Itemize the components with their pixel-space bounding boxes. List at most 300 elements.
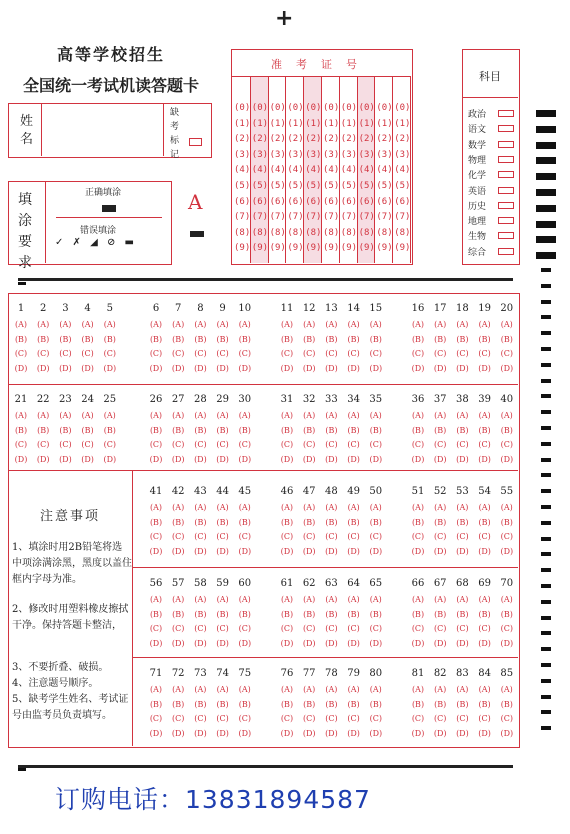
ticket-digit-bubble[interactable]: (1) <box>287 118 304 129</box>
subject-bubble[interactable] <box>498 125 514 132</box>
answer-bubble[interactable]: (D) <box>433 363 447 373</box>
answer-bubble[interactable]: (A) <box>369 685 382 694</box>
answer-bubble[interactable]: (C) <box>478 624 491 633</box>
answer-bubble[interactable]: (C) <box>369 714 382 723</box>
answer-bubble[interactable]: (A) <box>172 320 185 329</box>
answer-bubble[interactable]: (C) <box>434 440 447 449</box>
answer-bubble[interactable]: (B) <box>280 609 294 619</box>
answer-bubble[interactable]: (A) <box>325 685 338 694</box>
answer-bubble[interactable]: (C) <box>347 532 360 541</box>
answer-bubble[interactable]: (A) <box>325 411 338 420</box>
answer-bubble[interactable]: (C) <box>81 349 94 358</box>
ticket-digit-bubble[interactable]: (1) <box>376 118 393 129</box>
answer-bubble[interactable]: (B) <box>500 609 513 619</box>
answer-bubble[interactable]: (D) <box>325 454 338 464</box>
answer-bubble[interactable]: (B) <box>478 517 491 527</box>
answer-bubble[interactable]: (C) <box>59 440 72 449</box>
answer-bubble[interactable]: (A) <box>280 595 294 604</box>
ticket-digit-bubble[interactable]: (2) <box>358 134 375 145</box>
answer-bubble[interactable]: (B) <box>194 699 207 709</box>
answer-bubble[interactable]: (D) <box>433 728 447 738</box>
answer-bubble[interactable]: (B) <box>347 334 360 344</box>
answer-bubble[interactable]: (B) <box>369 609 382 619</box>
answer-bubble[interactable]: (D) <box>238 454 252 464</box>
answer-bubble[interactable]: (D) <box>280 454 294 464</box>
ticket-digit-bubble[interactable]: (1) <box>394 118 411 129</box>
ticket-digit-bubble[interactable]: (7) <box>251 212 269 223</box>
ticket-digit-bubble[interactable]: (3) <box>358 149 375 160</box>
answer-bubble[interactable]: (B) <box>172 334 185 344</box>
answer-bubble[interactable]: (A) <box>411 595 425 604</box>
answer-bubble[interactable]: (B) <box>434 425 447 435</box>
answer-bubble[interactable]: (D) <box>456 728 469 738</box>
answer-bubble[interactable]: (C) <box>59 349 72 358</box>
answer-bubble[interactable]: (A) <box>500 595 513 604</box>
answer-bubble[interactable]: (C) <box>303 714 316 723</box>
answer-bubble[interactable]: (D) <box>456 454 469 464</box>
answer-bubble[interactable]: (B) <box>172 609 185 619</box>
answer-bubble[interactable]: (A) <box>434 685 447 694</box>
answer-bubble[interactable]: (C) <box>172 349 185 358</box>
answer-bubble[interactable]: (B) <box>325 609 338 619</box>
answer-bubble[interactable]: (A) <box>59 411 72 420</box>
answer-bubble[interactable]: (D) <box>194 546 207 556</box>
answer-bubble[interactable]: (A) <box>347 503 360 512</box>
answer-bubble[interactable]: (C) <box>411 532 425 541</box>
ticket-digit-bubble[interactable]: (2) <box>234 134 251 145</box>
answer-bubble[interactable]: (B) <box>149 334 163 344</box>
answer-bubble[interactable]: (B) <box>216 699 229 709</box>
answer-bubble[interactable]: (D) <box>149 728 163 738</box>
answer-bubble[interactable]: (A) <box>369 320 382 329</box>
answer-bubble[interactable]: (B) <box>81 334 94 344</box>
answer-bubble[interactable]: (D) <box>171 363 185 373</box>
ticket-digit-bubble[interactable]: (6) <box>358 196 375 207</box>
answer-bubble[interactable]: (B) <box>37 334 50 344</box>
answer-bubble[interactable]: (C) <box>303 349 316 358</box>
ticket-digit-bubble[interactable]: (1) <box>251 118 269 129</box>
answer-bubble[interactable]: (C) <box>411 440 425 449</box>
ticket-digit-bubble[interactable]: (0) <box>269 103 286 113</box>
answer-bubble[interactable]: (A) <box>456 595 469 604</box>
answer-bubble[interactable]: (A) <box>103 411 116 420</box>
ticket-digit-bubble[interactable]: (6) <box>376 196 393 207</box>
answer-bubble[interactable]: (C) <box>216 624 229 633</box>
ticket-digit-bubble[interactable]: (1) <box>234 118 251 129</box>
answer-bubble[interactable]: (A) <box>172 685 185 694</box>
ticket-digit-bubble[interactable]: (8) <box>340 227 358 238</box>
answer-bubble[interactable]: (A) <box>172 503 185 512</box>
answer-bubble[interactable]: (D) <box>238 363 252 373</box>
ticket-digit-bubble[interactable]: (5) <box>323 181 340 191</box>
answer-bubble[interactable]: (B) <box>59 334 72 344</box>
answer-bubble[interactable]: (B) <box>411 425 425 435</box>
answer-bubble[interactable]: (A) <box>149 320 163 329</box>
answer-bubble[interactable]: (C) <box>172 532 185 541</box>
answer-bubble[interactable]: (D) <box>216 454 229 464</box>
ticket-digit-bubble[interactable]: (6) <box>269 196 286 207</box>
answer-bubble[interactable]: (D) <box>81 363 94 373</box>
answer-bubble[interactable]: (B) <box>172 425 185 435</box>
answer-bubble[interactable]: (C) <box>216 440 229 449</box>
answer-bubble[interactable]: (C) <box>149 714 163 723</box>
answer-bubble[interactable]: (D) <box>149 454 163 464</box>
answer-bubble[interactable]: (C) <box>238 624 251 633</box>
answer-bubble[interactable]: (B) <box>456 609 469 619</box>
ticket-digit-bubble[interactable]: (5) <box>269 181 286 191</box>
answer-bubble[interactable]: (B) <box>303 517 316 527</box>
ticket-digit-bubble[interactable]: (7) <box>305 212 322 223</box>
answer-bubble[interactable]: (B) <box>172 699 185 709</box>
answer-bubble[interactable]: (D) <box>194 363 207 373</box>
answer-bubble[interactable]: (C) <box>280 714 294 723</box>
ticket-digit-bubble[interactable]: (6) <box>234 196 251 207</box>
ticket-digit-bubble[interactable]: (0) <box>287 103 304 113</box>
answer-bubble[interactable]: (D) <box>369 454 383 464</box>
answer-bubble[interactable]: (D) <box>433 454 447 464</box>
answer-bubble[interactable]: (B) <box>434 699 447 709</box>
answer-bubble[interactable]: (C) <box>238 532 251 541</box>
answer-bubble[interactable]: (A) <box>303 503 316 512</box>
answer-bubble[interactable]: (A) <box>238 685 251 694</box>
answer-bubble[interactable]: (C) <box>280 349 294 358</box>
answer-bubble[interactable]: (A) <box>478 685 491 694</box>
answer-bubble[interactable]: (D) <box>194 454 207 464</box>
ticket-digit-bubble[interactable]: (7) <box>340 212 358 223</box>
ticket-digit-bubble[interactable]: (6) <box>340 196 358 207</box>
ticket-digit-bubble[interactable]: (3) <box>305 149 322 160</box>
answer-bubble[interactable]: (D) <box>347 728 360 738</box>
answer-bubble[interactable]: (D) <box>280 728 294 738</box>
answer-bubble[interactable]: (D) <box>500 546 514 556</box>
answer-bubble[interactable]: (A) <box>303 595 316 604</box>
ticket-digit-bubble[interactable]: (2) <box>269 134 286 145</box>
ticket-digit-bubble[interactable]: (3) <box>269 149 286 160</box>
subject-bubble[interactable] <box>498 171 514 178</box>
answer-bubble[interactable]: (D) <box>456 638 469 648</box>
answer-bubble[interactable]: (B) <box>303 609 316 619</box>
answer-bubble[interactable]: (C) <box>369 532 382 541</box>
answer-bubble[interactable]: (D) <box>433 546 447 556</box>
answer-bubble[interactable]: (D) <box>369 728 383 738</box>
answer-bubble[interactable]: (A) <box>478 503 491 512</box>
answer-bubble[interactable]: (D) <box>411 728 425 738</box>
answer-bubble[interactable]: (C) <box>369 440 382 449</box>
answer-bubble[interactable]: (D) <box>500 638 514 648</box>
absent-mark-box[interactable] <box>189 138 202 146</box>
ticket-digit-bubble[interactable]: (0) <box>234 103 251 113</box>
ticket-digit-bubble[interactable]: (9) <box>251 243 269 254</box>
answer-bubble[interactable]: (A) <box>500 685 513 694</box>
answer-bubble[interactable]: (A) <box>103 320 116 329</box>
answer-bubble[interactable]: (A) <box>14 411 28 420</box>
ticket-digit-bubble[interactable]: (9) <box>376 243 393 254</box>
answer-bubble[interactable]: (D) <box>478 546 491 556</box>
answer-bubble[interactable]: (A) <box>216 685 229 694</box>
answer-bubble[interactable]: (A) <box>238 320 251 329</box>
answer-bubble[interactable]: (C) <box>325 624 338 633</box>
answer-bubble[interactable]: (B) <box>347 425 360 435</box>
answer-bubble[interactable]: (C) <box>434 349 447 358</box>
answer-bubble[interactable]: (A) <box>149 685 163 694</box>
answer-bubble[interactable]: (A) <box>434 411 447 420</box>
ticket-digit-bubble[interactable]: (6) <box>323 196 340 207</box>
answer-bubble[interactable]: (A) <box>347 685 360 694</box>
answer-bubble[interactable]: (C) <box>194 532 207 541</box>
answer-bubble[interactable]: (C) <box>172 440 185 449</box>
ticket-digit-bubble[interactable]: (0) <box>251 103 269 113</box>
answer-bubble[interactable]: (C) <box>456 349 469 358</box>
ticket-digit-bubble[interactable]: (5) <box>340 181 358 191</box>
answer-bubble[interactable]: (C) <box>500 624 513 633</box>
ticket-digit-bubble[interactable]: (3) <box>234 149 251 160</box>
answer-bubble[interactable]: (A) <box>303 320 316 329</box>
answer-bubble[interactable]: (D) <box>302 454 316 464</box>
answer-bubble[interactable]: (A) <box>434 503 447 512</box>
ticket-digit-bubble[interactable]: (2) <box>394 134 411 145</box>
ticket-digit-bubble[interactable]: (5) <box>394 181 411 191</box>
answer-bubble[interactable]: (B) <box>411 699 425 709</box>
answer-bubble[interactable]: (D) <box>302 363 316 373</box>
ticket-digit-bubble[interactable]: (7) <box>358 212 375 223</box>
answer-bubble[interactable]: (D) <box>171 454 185 464</box>
answer-bubble[interactable]: (A) <box>14 320 28 329</box>
answer-bubble[interactable]: (B) <box>280 517 294 527</box>
answer-bubble[interactable]: (A) <box>238 503 251 512</box>
ticket-digit-bubble[interactable]: (5) <box>234 181 251 191</box>
answer-bubble[interactable]: (A) <box>216 503 229 512</box>
answer-bubble[interactable]: (A) <box>194 595 207 604</box>
ticket-digit-bubble[interactable]: (4) <box>269 165 286 176</box>
answer-bubble[interactable]: (B) <box>216 334 229 344</box>
answer-bubble[interactable]: (B) <box>500 425 513 435</box>
answer-bubble[interactable]: (D) <box>14 363 28 373</box>
ticket-digit-bubble[interactable]: (0) <box>358 103 375 113</box>
answer-bubble[interactable]: (D) <box>478 728 491 738</box>
answer-bubble[interactable]: (A) <box>434 595 447 604</box>
answer-bubble[interactable]: (D) <box>347 363 360 373</box>
answer-bubble[interactable]: (C) <box>303 532 316 541</box>
ticket-digit-bubble[interactable]: (4) <box>251 165 269 176</box>
answer-bubble[interactable]: (B) <box>347 609 360 619</box>
answer-bubble[interactable]: (B) <box>500 517 513 527</box>
answer-bubble[interactable]: (C) <box>103 440 116 449</box>
answer-bubble[interactable]: (A) <box>37 320 50 329</box>
answer-bubble[interactable]: (C) <box>194 714 207 723</box>
answer-bubble[interactable]: (C) <box>103 349 116 358</box>
answer-bubble[interactable]: (B) <box>434 334 447 344</box>
ticket-digit-bubble[interactable]: (4) <box>394 165 411 176</box>
answer-bubble[interactable]: (B) <box>478 699 491 709</box>
answer-bubble[interactable]: (A) <box>194 685 207 694</box>
subject-bubble[interactable] <box>498 202 514 209</box>
answer-bubble[interactable]: (B) <box>238 609 251 619</box>
answer-bubble[interactable]: (D) <box>500 728 514 738</box>
ticket-digit-bubble[interactable]: (9) <box>269 243 286 254</box>
answer-bubble[interactable]: (B) <box>411 609 425 619</box>
answer-bubble[interactable]: (A) <box>172 411 185 420</box>
answer-bubble[interactable]: (D) <box>149 363 163 373</box>
ticket-digit-bubble[interactable]: (5) <box>358 181 375 191</box>
answer-bubble[interactable]: (C) <box>81 440 94 449</box>
answer-bubble[interactable]: (C) <box>238 714 251 723</box>
answer-bubble[interactable]: (C) <box>216 532 229 541</box>
answer-bubble[interactable]: (A) <box>369 595 382 604</box>
answer-bubble[interactable]: (A) <box>347 411 360 420</box>
answer-bubble[interactable]: (C) <box>149 349 163 358</box>
answer-bubble[interactable]: (D) <box>369 638 383 648</box>
answer-bubble[interactable]: (D) <box>500 363 514 373</box>
ticket-digit-bubble[interactable]: (7) <box>287 212 304 223</box>
answer-bubble[interactable]: (A) <box>456 503 469 512</box>
answer-bubble[interactable]: (A) <box>456 411 469 420</box>
ticket-digit-bubble[interactable]: (1) <box>358 118 375 129</box>
answer-bubble[interactable]: (B) <box>369 699 382 709</box>
answer-bubble[interactable]: (A) <box>59 320 72 329</box>
answer-bubble[interactable]: (B) <box>347 699 360 709</box>
answer-bubble[interactable]: (B) <box>172 517 185 527</box>
answer-bubble[interactable]: (D) <box>433 638 447 648</box>
ticket-digit-bubble[interactable]: (9) <box>358 243 375 254</box>
answer-bubble[interactable]: (C) <box>500 440 513 449</box>
answer-bubble[interactable]: (C) <box>149 440 163 449</box>
answer-bubble[interactable]: (D) <box>81 454 94 464</box>
answer-bubble[interactable]: (C) <box>149 624 163 633</box>
subject-bubble[interactable] <box>498 187 514 194</box>
answer-bubble[interactable]: (B) <box>59 425 72 435</box>
answer-bubble[interactable]: (D) <box>216 728 229 738</box>
answer-bubble[interactable]: (A) <box>37 411 50 420</box>
ticket-digit-bubble[interactable]: (6) <box>287 196 304 207</box>
answer-bubble[interactable]: (D) <box>411 454 425 464</box>
answer-bubble[interactable]: (A) <box>149 503 163 512</box>
answer-bubble[interactable]: (A) <box>194 503 207 512</box>
answer-bubble[interactable]: (B) <box>238 334 251 344</box>
answer-bubble[interactable]: (D) <box>171 546 185 556</box>
ticket-digit-bubble[interactable]: (4) <box>287 165 304 176</box>
answer-bubble[interactable]: (B) <box>216 517 229 527</box>
answer-bubble[interactable]: (D) <box>216 546 229 556</box>
ticket-digit-bubble[interactable]: (2) <box>287 134 304 145</box>
answer-bubble[interactable]: (B) <box>14 425 28 435</box>
answer-bubble[interactable]: (C) <box>216 714 229 723</box>
answer-bubble[interactable]: (A) <box>347 320 360 329</box>
answer-bubble[interactable]: (D) <box>149 546 163 556</box>
answer-bubble[interactable]: (D) <box>302 638 316 648</box>
answer-bubble[interactable]: (D) <box>280 363 294 373</box>
answer-bubble[interactable]: (A) <box>347 595 360 604</box>
answer-bubble[interactable]: (D) <box>216 638 229 648</box>
answer-bubble[interactable]: (C) <box>369 624 382 633</box>
answer-bubble[interactable]: (A) <box>478 320 491 329</box>
answer-bubble[interactable]: (A) <box>216 411 229 420</box>
ticket-digit-bubble[interactable]: (2) <box>323 134 340 145</box>
answer-bubble[interactable]: (A) <box>325 320 338 329</box>
answer-bubble[interactable]: (D) <box>347 454 360 464</box>
answer-bubble[interactable]: (D) <box>456 546 469 556</box>
ticket-digit-bubble[interactable]: (4) <box>376 165 393 176</box>
answer-bubble[interactable]: (C) <box>325 349 338 358</box>
answer-bubble[interactable]: (C) <box>347 624 360 633</box>
ticket-digit-bubble[interactable]: (4) <box>305 165 322 176</box>
answer-bubble[interactable]: (A) <box>238 595 251 604</box>
answer-bubble[interactable]: (B) <box>238 699 251 709</box>
answer-bubble[interactable]: (A) <box>172 595 185 604</box>
answer-bubble[interactable]: (B) <box>303 334 316 344</box>
answer-bubble[interactable]: (D) <box>369 363 383 373</box>
answer-bubble[interactable]: (B) <box>280 699 294 709</box>
ticket-digit-bubble[interactable]: (6) <box>394 196 411 207</box>
answer-bubble[interactable]: (C) <box>411 624 425 633</box>
ticket-digit-bubble[interactable]: (9) <box>305 243 322 254</box>
answer-bubble[interactable]: (C) <box>194 440 207 449</box>
subject-bubble[interactable] <box>498 232 514 239</box>
answer-bubble[interactable]: (A) <box>500 320 513 329</box>
answer-bubble[interactable]: (B) <box>280 334 294 344</box>
ticket-digit-bubble[interactable]: (7) <box>376 212 393 223</box>
answer-bubble[interactable]: (D) <box>325 363 338 373</box>
ticket-digit-bubble[interactable]: (2) <box>376 134 393 145</box>
ticket-digit-bubble[interactable]: (6) <box>305 196 322 207</box>
answer-bubble[interactable]: (B) <box>216 425 229 435</box>
ticket-digit-bubble[interactable]: (7) <box>269 212 286 223</box>
answer-bubble[interactable]: (A) <box>81 411 94 420</box>
answer-bubble[interactable]: (C) <box>280 532 294 541</box>
subject-bubble[interactable] <box>498 217 514 224</box>
answer-bubble[interactable]: (A) <box>478 595 491 604</box>
ticket-digit-bubble[interactable]: (2) <box>340 134 358 145</box>
answer-bubble[interactable]: (D) <box>103 454 117 464</box>
answer-bubble[interactable]: (A) <box>500 503 513 512</box>
answer-bubble[interactable]: (C) <box>478 349 491 358</box>
answer-bubble[interactable]: (B) <box>456 425 469 435</box>
ticket-digit-bubble[interactable]: (2) <box>251 134 269 145</box>
answer-bubble[interactable]: (A) <box>478 411 491 420</box>
answer-bubble[interactable]: (B) <box>216 609 229 619</box>
answer-bubble[interactable]: (C) <box>238 440 251 449</box>
ticket-digit-bubble[interactable]: (8) <box>376 227 393 238</box>
ticket-digit-bubble[interactable]: (3) <box>287 149 304 160</box>
answer-bubble[interactable]: (D) <box>280 638 294 648</box>
answer-bubble[interactable]: (D) <box>500 454 514 464</box>
answer-bubble[interactable]: (C) <box>456 714 469 723</box>
subject-bubble[interactable] <box>498 156 514 163</box>
answer-bubble[interactable]: (B) <box>14 334 28 344</box>
answer-bubble[interactable]: (B) <box>369 517 382 527</box>
answer-bubble[interactable]: (C) <box>411 349 425 358</box>
answer-bubble[interactable]: (C) <box>478 532 491 541</box>
answer-bubble[interactable]: (B) <box>411 517 425 527</box>
answer-bubble[interactable]: (C) <box>194 624 207 633</box>
answer-bubble[interactable]: (A) <box>500 411 513 420</box>
answer-bubble[interactable]: (C) <box>325 532 338 541</box>
ticket-digit-bubble[interactable]: (9) <box>394 243 411 254</box>
answer-bubble[interactable]: (D) <box>411 638 425 648</box>
answer-bubble[interactable]: (C) <box>478 714 491 723</box>
subject-bubble[interactable] <box>498 248 514 255</box>
ticket-digit-bubble[interactable]: (1) <box>269 118 286 129</box>
answer-bubble[interactable]: (C) <box>500 714 513 723</box>
answer-bubble[interactable]: (B) <box>478 425 491 435</box>
ticket-digit-bubble[interactable]: (3) <box>340 149 358 160</box>
ticket-digit-bubble[interactable]: (0) <box>340 103 358 113</box>
ticket-digit-bubble[interactable]: (8) <box>251 227 269 238</box>
answer-bubble[interactable]: (B) <box>280 425 294 435</box>
ticket-digit-bubble[interactable]: (7) <box>234 212 251 223</box>
answer-bubble[interactable]: (C) <box>303 624 316 633</box>
answer-bubble[interactable]: (C) <box>37 349 50 358</box>
ticket-digit-bubble[interactable]: (2) <box>305 134 322 145</box>
